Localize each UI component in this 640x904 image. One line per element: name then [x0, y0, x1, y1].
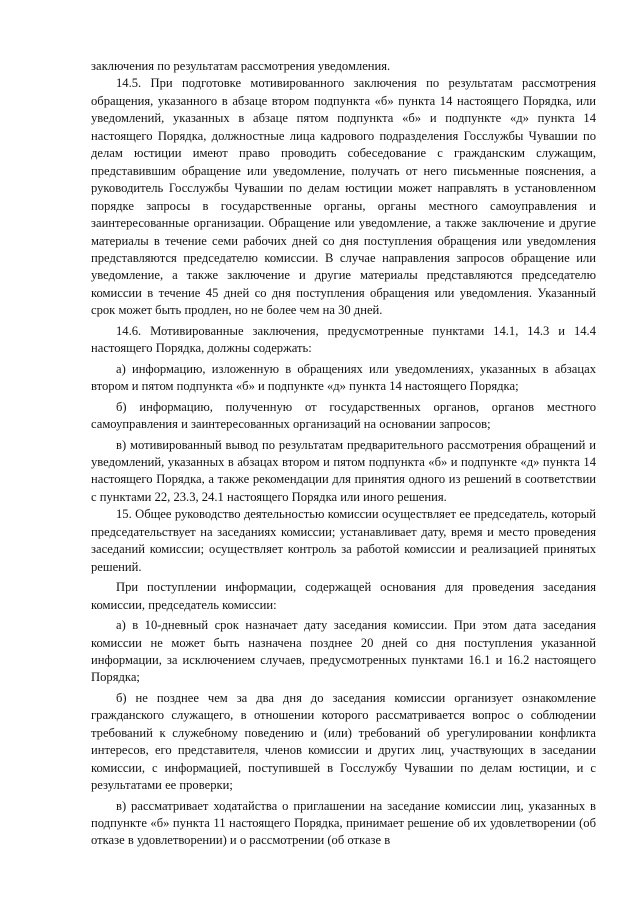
paragraph-continuation: заключения по результатам рассмотрения уведомления. [91, 59, 391, 73]
paragraph-15-b: б) не позднее чем за два дня до заседания комиссии организует ознакомление гражданского служащего, в отношении которого рассматривается вопрос о соблюдении требований к служебному поведению и (или) требований об урегулировании конфликта интересов, его представителя, членов комиссии и других лиц, участвующих в заседании комиссии, с информацией, поступившей в Госслужбу Чувашии по делам юстиции, и с результатами ее проверки; [91, 690, 596, 793]
paragraph-15-intro: При поступлении информации, содержащей основания для проведения заседания комиссии, председатель комиссии: [91, 580, 596, 612]
paragraph-15-a: а) в 10-дневный срок назначает дату заседания комиссии. При этом дата заседания комиссии не может быть назначена позднее 20 дней со дня поступления указанной информации, за исключением случаев, предусмотренных пунктами 16.1 и 16.2 настоящего Порядка; [91, 618, 596, 685]
paragraph-14-6-a: а) информацию, изложенную в обращениях или уведомлениях, указанных в абзацах втором и пятом подпункта «б» и подпункте «д» пункта 14 настоящего Порядка; [91, 361, 596, 394]
paragraph-14-6: 14.6. Мотивированные заключения, предусмотренные пунктами 14.1, 14.3 и 14.4 настоящего Порядка, должны содержать: [91, 323, 596, 356]
paragraph-14-6-b: б) информацию, полученную от государственных органов, органов местного самоуправления и заинтересованных организаций на основании запросов; [91, 399, 596, 432]
paragraph-15-v: в) рассматривает ходатайства о приглашении на заседание комиссии лиц, указанных в подпункте «б» пункта 11 настоящего Порядка, принимает решение об их удовлетворении (об отказе в удовлетворении) и о рассмотрении (об отказе в [91, 798, 596, 848]
document-body [91, 58, 596, 850]
paragraph-14-6-v: в) мотивированный вывод по результатам предварительного рассмотрения обращений и уведомлений, указанных в абзацах втором и пятом подпункта «б» и подпункте «д» пункта 14 настоящего Порядка, а также рекомендации для принятия одного из решений в соответствии с пунктами 22, 23.3, 24.1 настоящего Порядка или иного решения. [91, 437, 596, 504]
paragraph-14-5: 14.5. При подготовке мотивированного заключения по результатам рассмотрения обращения, указанного в абзаце втором подпункта «б» пункта 14 настоящего Порядка, или уведомлений, указанных в абзаце пятом подпункта «б» и подпункте «д» пункта 14 настоящего Порядка, должностные лица кадрового подразделения Госслужбы Чувашии по делам юстиции имеют право проводить собеседование с гражданским служащим, представившим обращение или уведомление, получать от него письменные пояснения, а руководитель Госслужбы Чувашии по делам юстиции может направлять в установленном порядке запросы в государственные органы, органы местного самоуправления и заинтересованные организации. Обращение или уведомление, а также заключение и другие материалы в течение семи рабочих дней со дня поступления обращения или уведомления представляются председателю комиссии. В случае направления запросов обращение или уведомление, а также заключение и другие материалы представляются председателю комиссии в течение 45 дней со дня поступления обращения или уведомления. Указанный срок может быть продлен, но не более чем на 30 дней. [91, 76, 596, 318]
paragraph-15: 15. Общее руководство деятельностью комиссии осуществляет ее председатель, который председательствует на заседаниях комиссии; устанавливает дату, время и место проведения заседаний комиссии; осуществляет контроль за работой комиссии и реализацией принятых решений. [91, 507, 596, 574]
